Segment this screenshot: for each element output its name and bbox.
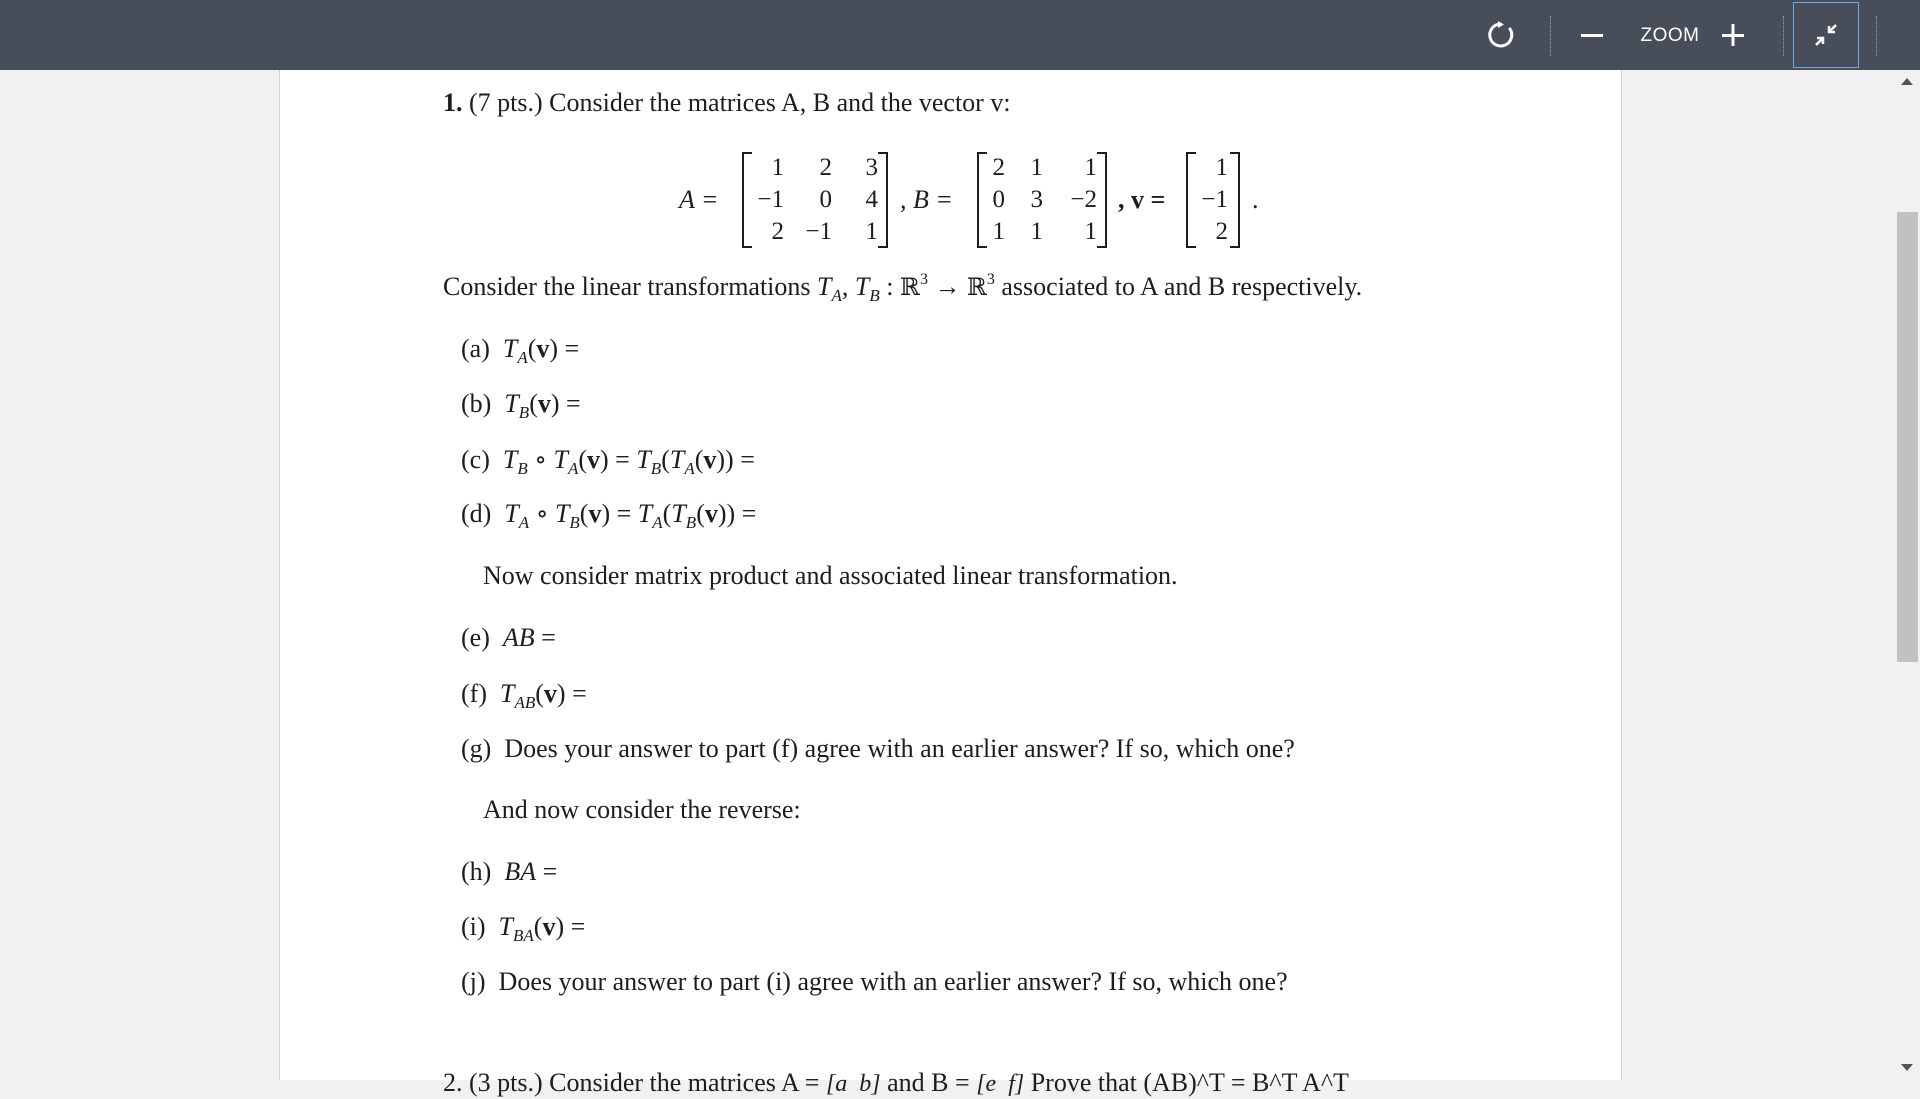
part-c: (c) $T_B$ ∘ $T_A(v) = T_B(T_A(v))$ = [461,445,755,478]
part-d: (d) $T_A$ ∘ $T_B(v) = T_A(T_B(v))$ = [461,499,757,532]
matrix-b-cell: 3 [1030,186,1043,213]
vector-v-label: , v = [1118,185,1166,214]
problem-2-partial: 2. (3 pts.) Consider the matrices A = [a b] and B = [e f] Prove that (AB)^T = B^T A^T [443,1068,1349,1097]
part-a: (a) $T_A(v)$ = [461,334,580,367]
matrix-a-cell: −1 [805,218,832,245]
vector-v-cell: 2 [1215,218,1228,245]
exit-fullscreen-icon [1813,22,1839,48]
note-reverse: And now consider the reverse: [483,795,801,824]
vector-v-bracket-serif [1188,152,1196,154]
problem-1-heading [443,88,1011,118]
matrix-b-cell: −2 [1070,186,1097,213]
matrix-a-cell: 1 [865,218,878,245]
matrix-b-cell: 1 [1084,154,1097,181]
matrix-b [977,152,1107,248]
scrollbar-thumb[interactable] [1897,212,1918,662]
matrix-a-bracket-serif [878,246,886,248]
matrix-a-bracket-serif [744,246,752,248]
matrix-b-bracket-serif [1097,152,1105,154]
vector-v-bracket-serif [1188,246,1196,248]
matrix-a-label: A = [679,185,719,214]
problem-number: 1. [443,88,463,117]
part-h: (h) BA = [461,857,558,886]
matrix-a-cell: 3 [865,154,878,181]
document-page [279,70,1622,1097]
viewer-toolbar [0,0,1920,70]
part-b: (b) $T_B(v)$ = [461,389,581,422]
scroll-down-arrow-icon[interactable] [1901,1064,1913,1071]
matrix-b-cell: 1 [1084,218,1097,245]
scroll-up-arrow-icon[interactable] [1901,78,1913,85]
zoom-out-button[interactable] [1567,0,1617,70]
part-e: (e) AB = [461,623,556,652]
vector-v-cell: −1 [1201,186,1228,213]
part-f: (f) $T_{AB}(v)$ = [461,679,587,712]
part-i: (i) $T_{BA}(v)$ = [461,912,586,945]
minus-icon [1580,23,1604,47]
matrix-a-bracket-serif [744,152,752,154]
toolbar-separator [1876,16,1877,56]
zoom-label: ZOOM [1640,25,1700,46]
matrix-a-cell: 0 [819,186,832,213]
problem-points: (7 pts.) [469,88,543,117]
matrix-a-bracket-serif [878,152,886,154]
note-matrix-product: Now consider matrix product and associated linear transformation. [483,561,1178,590]
matrix-b-cell: 2 [992,154,1005,181]
part-g: (g) Does your answer to part (f) agree with an earlier answer? If so, which one? [461,734,1295,763]
plus-icon [1721,23,1745,47]
vector-v [1186,152,1240,248]
vector-v-cell: 1 [1215,154,1228,181]
reload-button[interactable] [1475,0,1525,70]
vector-v-bracket-serif [1230,246,1238,248]
matrix-b-cell: 1 [992,218,1005,245]
matrix-b-label: , B = [900,185,953,214]
matrix-b-bracket-serif [979,152,987,154]
zoom-in-button[interactable] [1708,0,1758,70]
reload-icon [1485,20,1515,50]
matrix-a-cell: −1 [757,186,784,213]
exit-fullscreen-button[interactable] [1793,2,1859,68]
matrix-end-period: . [1252,185,1259,214]
toolbar-separator [1783,16,1784,56]
matrix-b-cell: 0 [992,186,1005,213]
part-j: (j) Does your answer to part (i) agree with an earlier answer? If so, which one? [461,967,1288,996]
matrix-a-cell: 2 [771,218,784,245]
matrix-a [742,152,888,248]
matrix-a-cell: 1 [771,154,784,181]
matrix-b-bracket-serif [979,246,987,248]
matrix-b-cell: 1 [1030,154,1043,181]
transformation-sentence: Consider the linear transformations $T_A$, $T_B$ : ℝ$^3$ → ℝ$^3$ associated to A and B respectively. [443,271,1363,305]
toolbar-separator [1550,16,1551,56]
matrix-b-cell: 1 [1030,218,1043,245]
matrix-b-bracket-serif [1097,246,1105,248]
matrix-a-cell: 2 [819,154,832,181]
matrix-a-cell: 4 [865,186,878,213]
problem-intro: Consider the matrices A, B and the vector v: [549,88,1011,117]
vector-v-bracket-serif [1230,152,1238,154]
